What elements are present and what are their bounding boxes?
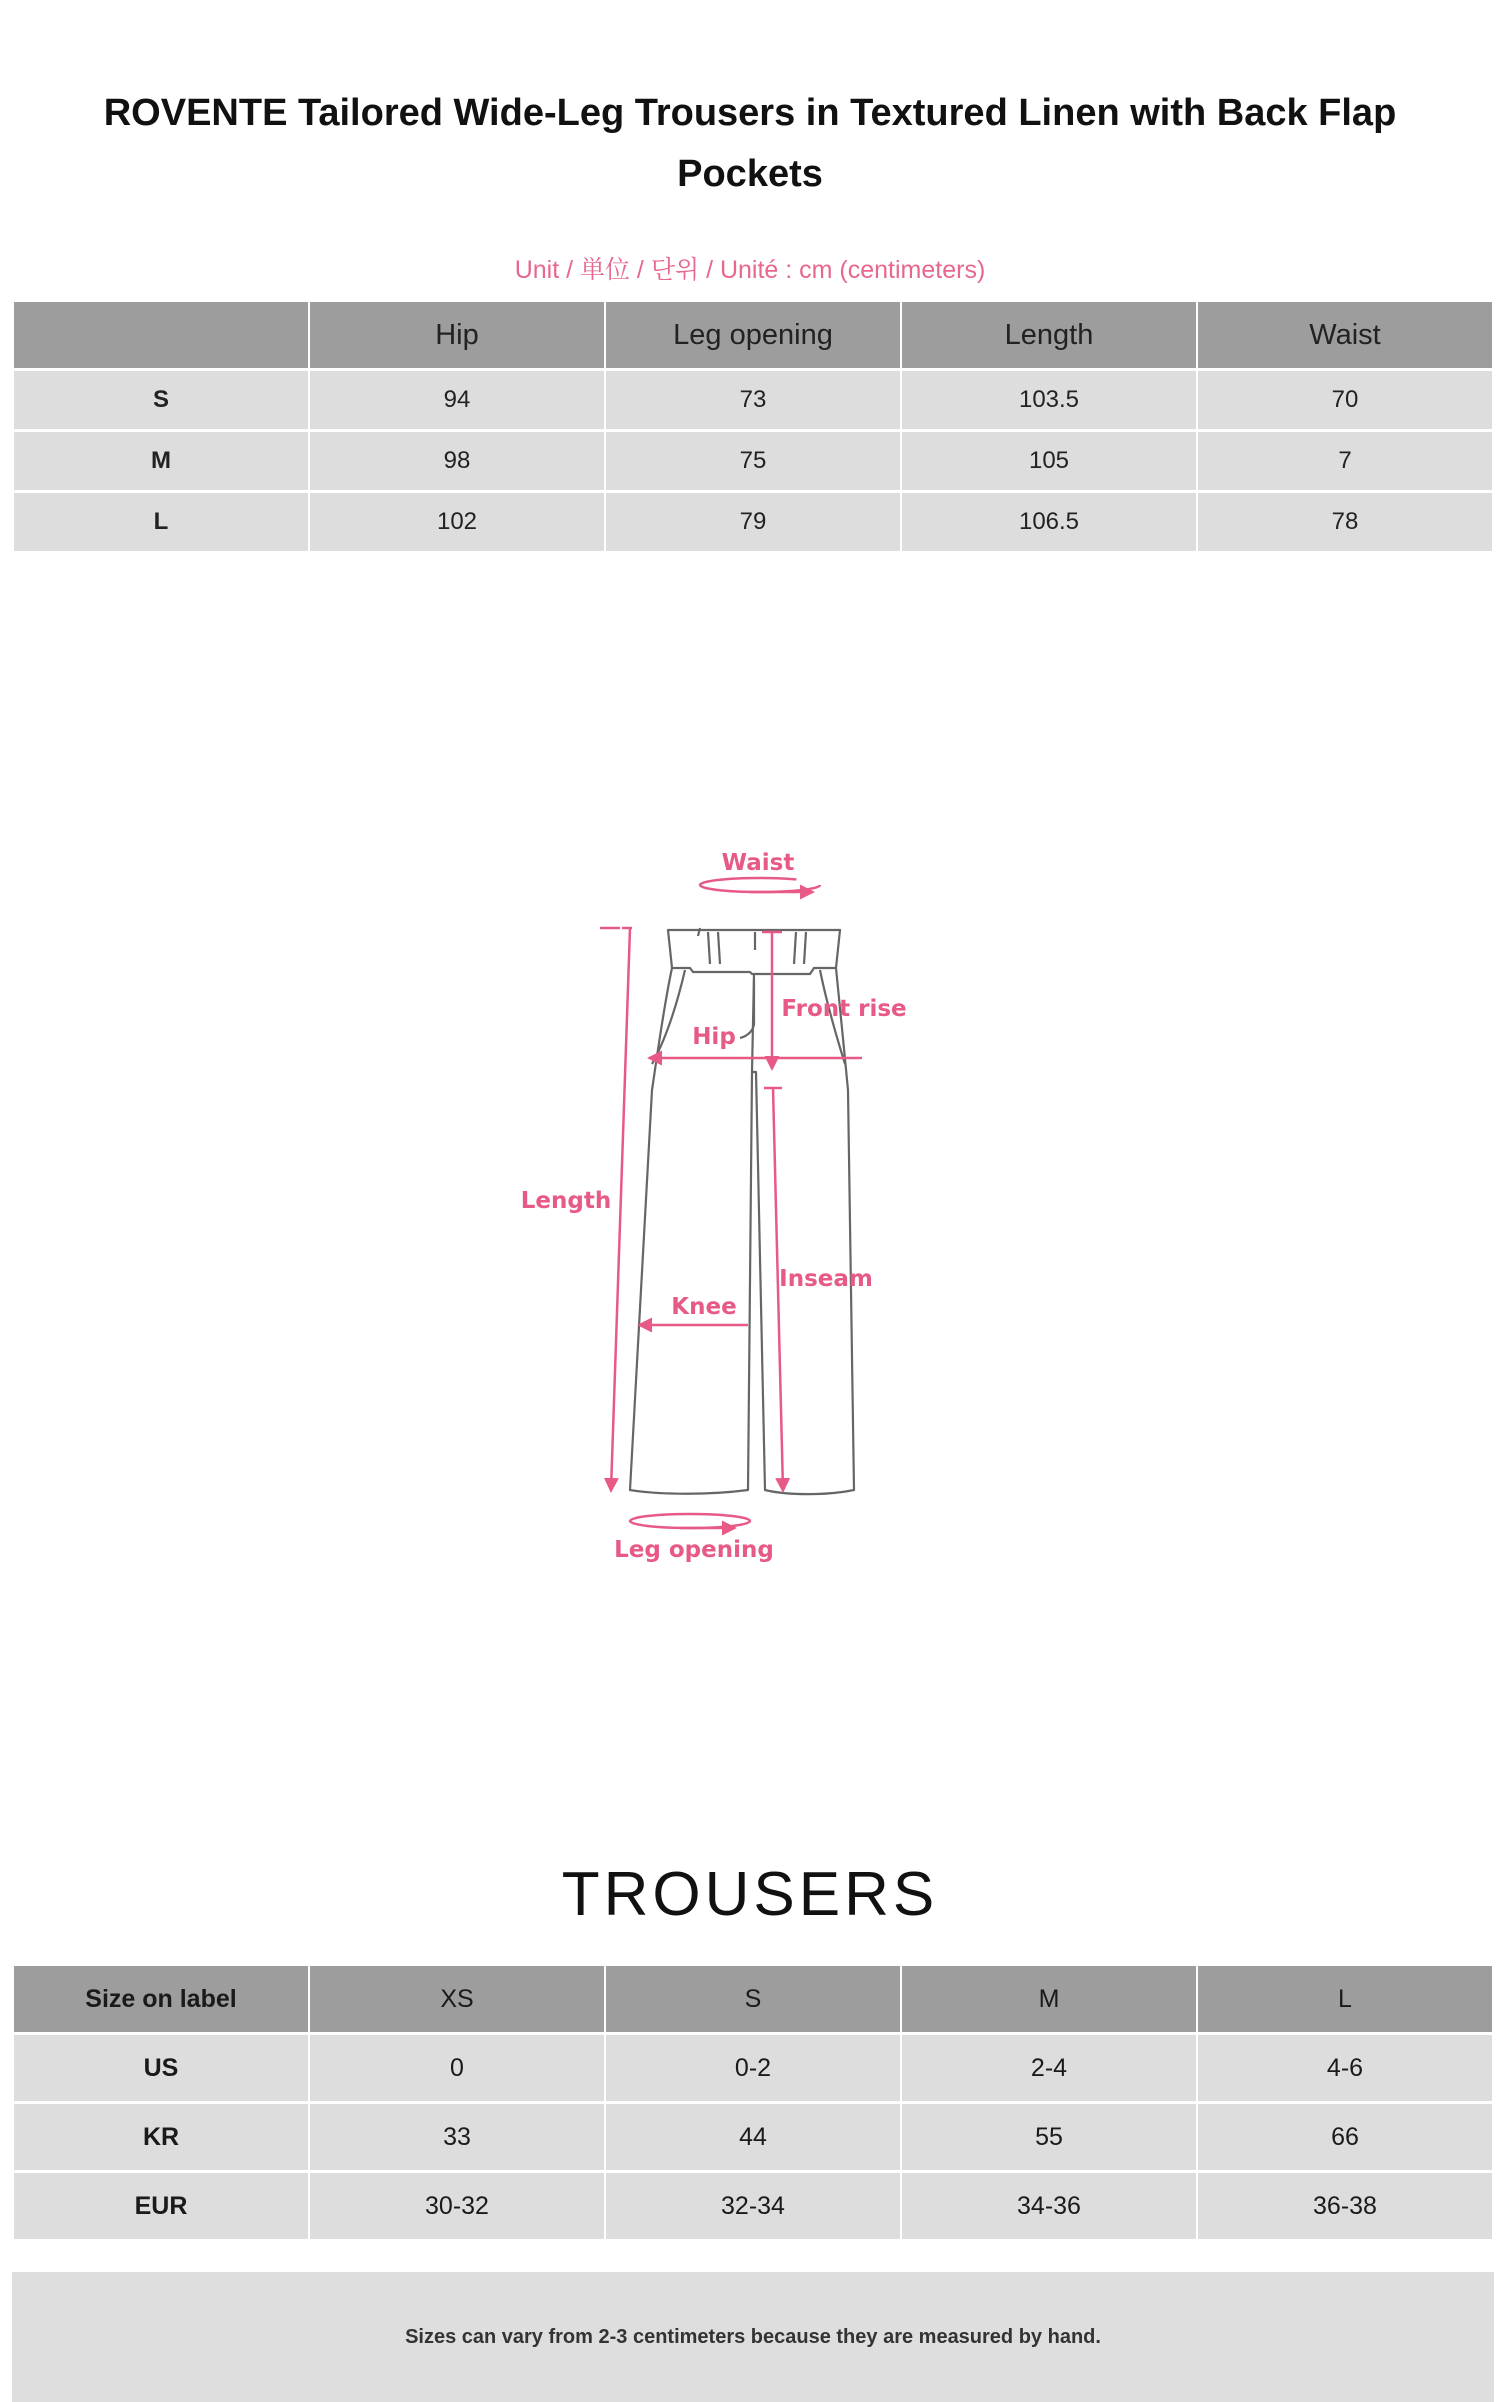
cell-length: 105 — [901, 431, 1197, 492]
column-header-m: M — [901, 1966, 1197, 2034]
table-row — [13, 370, 1493, 431]
cell-length: 106.5 — [901, 492, 1197, 553]
section-title: TROUSERS — [561, 1860, 939, 1930]
cell-hip: 94 — [309, 370, 605, 431]
measurement-footnote — [12, 2272, 1494, 2402]
unit-note: Unit / 単位 / 단위 / Unité : cm (centimeters) — [514, 256, 986, 284]
label-leg-opening: Leg opening — [614, 1537, 774, 1563]
cell-waist: 70 — [1197, 370, 1493, 431]
row-label-region: US — [13, 2034, 309, 2103]
cell-l: 36-38 — [1197, 2172, 1493, 2241]
table-row — [13, 2103, 1493, 2172]
cell-l: 66 — [1197, 2103, 1493, 2172]
column-header-leg-opening: Leg opening — [605, 302, 901, 370]
waist-measure — [700, 850, 820, 892]
footnote-text: Sizes can vary from 2-3 centimeters because they are measured by hand. — [405, 2325, 1101, 2348]
column-header-s: S — [605, 1966, 901, 2034]
page-title: ROVENTE Tailored Wide-Leg Trousers in Textured Linen with Back Flap Pockets — [103, 92, 1397, 196]
table-row — [13, 2172, 1493, 2241]
cell-m: 55 — [901, 2103, 1197, 2172]
table-row — [13, 492, 1493, 553]
front-rise-measure — [762, 932, 907, 1068]
cell-leg-opening: 79 — [605, 492, 901, 553]
label-front-rise: Front rise — [781, 996, 907, 1022]
table-header-row — [13, 1966, 1493, 2034]
label-length: Length — [520, 1188, 612, 1214]
column-header-empty — [13, 302, 309, 370]
inseam-measure — [764, 1088, 873, 1490]
label-waist: Waist — [721, 850, 795, 876]
column-header-l: L — [1197, 1966, 1493, 2034]
column-header-waist: Waist — [1197, 302, 1493, 370]
knee-measure — [640, 1294, 748, 1325]
cell-xs: 0 — [309, 2034, 605, 2103]
leg-opening-measure — [614, 1514, 774, 1563]
column-header-hip: Hip — [309, 302, 605, 370]
table-row — [13, 431, 1493, 492]
row-label-size: L — [13, 492, 309, 553]
cell-m: 34-36 — [901, 2172, 1197, 2241]
row-label-size: S — [13, 370, 309, 431]
cell-l: 4-6 — [1197, 2034, 1493, 2103]
column-header-xs: XS — [309, 1966, 605, 2034]
row-label-region: EUR — [13, 2172, 309, 2241]
cell-waist: 78 — [1197, 492, 1493, 553]
column-header-length: Length — [901, 302, 1197, 370]
cell-leg-opening: 73 — [605, 370, 901, 431]
cell-s: 44 — [605, 2103, 901, 2172]
cell-length: 103.5 — [901, 370, 1197, 431]
trousers-outline — [630, 842, 854, 1495]
cell-hip: 102 — [309, 492, 605, 553]
table-row — [13, 2034, 1493, 2103]
row-label-region: KR — [13, 2103, 309, 2172]
trousers-measurement-diagram — [500, 840, 1000, 1580]
table-header-row — [13, 302, 1493, 370]
cell-s: 0-2 — [605, 2034, 901, 2103]
size-conversion-table — [12, 1966, 1494, 2242]
label-inseam: Inseam — [779, 1266, 873, 1292]
size-measurement-table — [12, 302, 1494, 554]
cell-s: 32-34 — [605, 2172, 901, 2241]
cell-xs: 33 — [309, 2103, 605, 2172]
column-header-size-on-label: Size on label — [13, 1966, 309, 2034]
row-label-size: M — [13, 431, 309, 492]
cell-waist: 7 — [1197, 431, 1493, 492]
hip-measure — [650, 1024, 862, 1058]
cell-m: 2-4 — [901, 2034, 1197, 2103]
label-hip: Hip — [692, 1024, 736, 1050]
label-knee: Knee — [671, 1294, 737, 1320]
cell-leg-opening: 75 — [605, 431, 901, 492]
cell-hip: 98 — [309, 431, 605, 492]
length-measure — [521, 928, 632, 1490]
cell-xs: 30-32 — [309, 2172, 605, 2241]
